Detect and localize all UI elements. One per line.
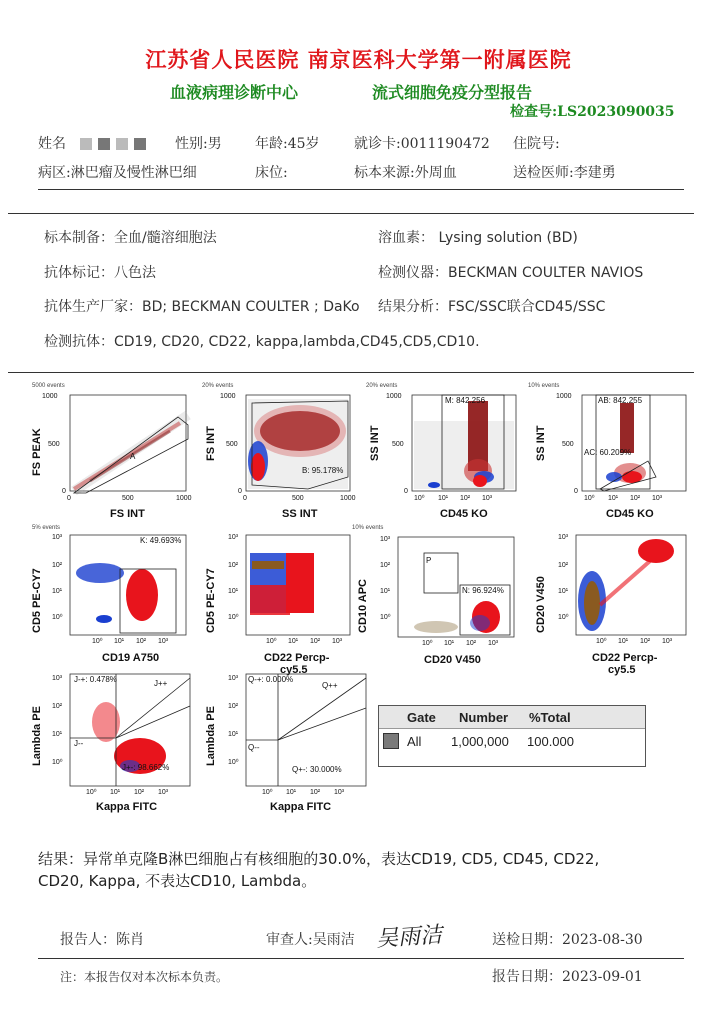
y-axis-label: Lambda PE xyxy=(31,706,43,766)
patient-age: 年龄:45岁 xyxy=(255,136,320,152)
y-axis-label: CD20 V450 xyxy=(535,576,547,633)
patient-name-label: 姓名 xyxy=(38,136,66,152)
svg-text:10⁰: 10⁰ xyxy=(380,614,391,621)
svg-text:10³: 10³ xyxy=(228,534,239,541)
send-date: 送检日期：2023-08-30 xyxy=(492,932,643,948)
svg-text:10¹: 10¹ xyxy=(228,731,239,738)
row-total: 100.000 xyxy=(527,733,574,749)
svg-text:500: 500 xyxy=(392,441,404,448)
svg-text:10²: 10² xyxy=(640,638,651,645)
scatter-plot-ss-fs xyxy=(200,381,370,525)
specimen-source: 标本来源:外周血 xyxy=(354,165,457,181)
svg-text:10¹: 10¹ xyxy=(52,731,63,738)
x-axis-label: Kappa FITC xyxy=(96,801,158,813)
x-axis-label: FS INT xyxy=(110,508,145,520)
gate-label: AB: 842.255 xyxy=(598,396,643,405)
gate-label: A xyxy=(130,452,136,461)
events-label: 5% events xyxy=(32,525,61,531)
quadrant-label: J-- xyxy=(74,739,84,748)
svg-text:10⁰: 10⁰ xyxy=(414,495,425,502)
scatter-plot-cd19-cd5 xyxy=(30,523,200,667)
x-axis-label-2: cy5.5 xyxy=(280,664,308,676)
x-axis-label: CD19 A750 xyxy=(102,652,160,664)
svg-text:10⁰: 10⁰ xyxy=(92,638,103,645)
svg-text:10²: 10² xyxy=(558,562,569,569)
antibodies-tested: 检测抗体：CD19, CD20, CD22, kappa,lambda,CD45,CD5,CD10. xyxy=(44,334,480,350)
svg-text:10⁰: 10⁰ xyxy=(86,789,97,796)
redacted-name xyxy=(80,138,152,150)
report-note: 注：本报告仅对本次标本负责。 xyxy=(60,970,229,984)
svg-text:0: 0 xyxy=(67,495,71,502)
specimen-prep: 标本制备：全血/髓溶细胞法 xyxy=(44,230,217,246)
y-axis-label: CD5 PE-CY7 xyxy=(31,568,43,633)
svg-text:10²: 10² xyxy=(52,703,63,710)
quadrant-label: Q++ xyxy=(322,681,338,690)
svg-text:0: 0 xyxy=(238,488,242,495)
reviewer: 审查人:吴雨洁 xyxy=(266,932,355,948)
y-axis-label: CD10 APC xyxy=(357,579,369,633)
svg-text:0: 0 xyxy=(574,488,578,495)
svg-text:10²: 10² xyxy=(52,562,63,569)
gate-label: M: 842.256 xyxy=(445,396,486,405)
scatter-plot-fs xyxy=(30,381,200,525)
svg-text:10¹: 10¹ xyxy=(380,588,391,595)
svg-text:10²: 10² xyxy=(228,562,239,569)
svg-text:10¹: 10¹ xyxy=(288,638,299,645)
svg-text:10²: 10² xyxy=(460,495,471,502)
scatter-plot-cd20-cd10 xyxy=(350,523,540,667)
svg-text:10²: 10² xyxy=(310,638,321,645)
instrument: 检测仪器：BECKMAN COULTER NAVIOS xyxy=(378,265,644,281)
scatter-plot-cd45-ss-gated xyxy=(526,381,696,525)
svg-text:500: 500 xyxy=(562,441,574,448)
bed: 床位: xyxy=(255,165,288,181)
signature: 吴雨洁 xyxy=(375,922,443,953)
gate-label-2: P xyxy=(426,556,432,565)
y-axis-label: SS INT xyxy=(369,425,381,461)
result-line-1: 结果：异常单克隆B淋巴细胞占有核细胞的30.0%，表达CD19, CD5, CD45, CD22, xyxy=(38,850,600,868)
divider xyxy=(38,189,684,190)
svg-text:10¹: 10¹ xyxy=(618,638,629,645)
y-axis-label: FS INT xyxy=(205,426,217,461)
x-axis-label: CD22 Percp- xyxy=(264,652,330,664)
row-gate: All xyxy=(407,733,422,749)
svg-text:1000: 1000 xyxy=(556,393,572,400)
svg-text:10³: 10³ xyxy=(380,536,391,543)
scatter-plot-cd45-ss xyxy=(364,381,534,525)
svg-text:10¹: 10¹ xyxy=(52,588,63,595)
gate-label-2: AC: 60.209% xyxy=(584,448,632,457)
svg-text:10³: 10³ xyxy=(52,675,63,682)
x-axis-label: CD22 Percp- xyxy=(592,652,658,664)
svg-text:500: 500 xyxy=(122,495,134,502)
svg-text:10³: 10³ xyxy=(662,638,673,645)
events-label: 5000 events xyxy=(32,383,65,389)
svg-text:10³: 10³ xyxy=(228,675,239,682)
events-label: 10% events xyxy=(352,525,384,531)
scatter-plot-kappa-lambda-q xyxy=(200,666,370,820)
header-total: %Total xyxy=(529,709,571,725)
quadrant-label: Q-+: 0.000% xyxy=(248,675,294,684)
svg-text:10¹: 10¹ xyxy=(558,588,569,595)
patient-gender: 性别:男 xyxy=(175,136,222,152)
x-axis-label: CD45 KO xyxy=(606,508,654,520)
events-label: 10% events xyxy=(528,383,560,389)
svg-text:10⁰: 10⁰ xyxy=(584,495,595,502)
svg-text:10³: 10³ xyxy=(52,534,63,541)
svg-text:10³: 10³ xyxy=(652,495,663,502)
svg-text:10²: 10² xyxy=(136,638,147,645)
svg-text:500: 500 xyxy=(292,495,304,502)
referring-doctor: 送检医师:李建勇 xyxy=(513,165,616,181)
header-number: Number xyxy=(459,709,509,725)
svg-text:10⁰: 10⁰ xyxy=(52,759,63,766)
svg-text:1000: 1000 xyxy=(386,393,402,400)
y-axis-label: Lambda PE xyxy=(205,706,217,766)
svg-text:0: 0 xyxy=(62,488,66,495)
svg-text:10⁰: 10⁰ xyxy=(596,638,607,645)
svg-text:10³: 10³ xyxy=(334,789,345,796)
quadrant-label: J+-: 98.662% xyxy=(122,763,170,772)
x-axis-label: CD45 KO xyxy=(440,508,488,520)
report-title: 流式细胞免疫分型报告 xyxy=(372,83,533,102)
x-axis-label: SS INT xyxy=(282,508,318,520)
gate-color-swatch xyxy=(383,733,399,749)
row-number: 1,000,000 xyxy=(451,733,509,749)
visit-card: 就诊卡:0011190472 xyxy=(354,136,490,152)
result-line-2: CD20, Kappa, 不表达CD10, Lambda。 xyxy=(38,872,317,890)
svg-text:10⁰: 10⁰ xyxy=(228,759,239,766)
hospital-title: 江苏省人民医院 南京医科大学第一附属医院 xyxy=(145,47,572,72)
svg-text:10¹: 10¹ xyxy=(608,495,619,502)
svg-text:10²: 10² xyxy=(310,789,321,796)
svg-text:10⁰: 10⁰ xyxy=(262,789,273,796)
svg-text:10³: 10³ xyxy=(158,638,169,645)
reporter: 报告人：陈肖 xyxy=(60,932,144,948)
svg-text:10³: 10³ xyxy=(332,638,343,645)
analysis-method: 结果分析：FSC/SSC联合CD45/SSC xyxy=(378,299,606,315)
svg-text:10²: 10² xyxy=(630,495,641,502)
antibody-maker: 抗体生产厂家：BD; BECKMAN COULTER ; DaKo xyxy=(44,299,360,315)
report-date: 报告日期：2023-09-01 xyxy=(492,969,643,985)
quadrant-label: Q-- xyxy=(248,743,260,752)
svg-text:10⁰: 10⁰ xyxy=(266,638,277,645)
svg-text:10⁰: 10⁰ xyxy=(52,614,63,621)
svg-text:0: 0 xyxy=(243,495,247,502)
y-axis-label: SS INT xyxy=(535,425,547,461)
table-row xyxy=(379,729,645,753)
header-gate: Gate xyxy=(407,709,436,725)
svg-text:10²: 10² xyxy=(134,789,145,796)
svg-text:10¹: 10¹ xyxy=(110,789,121,796)
lysis-reagent: 溶血素： Lysing solution (BD) xyxy=(378,230,578,246)
inpatient-number: 住院号: xyxy=(513,136,560,152)
svg-text:10¹: 10¹ xyxy=(228,588,239,595)
svg-text:10⁰: 10⁰ xyxy=(228,614,239,621)
svg-text:500: 500 xyxy=(48,441,60,448)
quadrant-label: J++ xyxy=(154,679,168,688)
svg-text:10⁰: 10⁰ xyxy=(558,614,569,621)
svg-text:1000: 1000 xyxy=(340,495,356,502)
svg-text:10³: 10³ xyxy=(558,534,569,541)
y-axis-label: FS PEAK xyxy=(31,428,43,476)
events-label: 20% events xyxy=(366,383,398,389)
svg-text:10³: 10³ xyxy=(488,640,499,647)
svg-text:10¹: 10¹ xyxy=(286,789,297,796)
events-label: 20% events xyxy=(202,383,234,389)
svg-text:10³: 10³ xyxy=(482,495,493,502)
scatter-plot-kappa-lambda-j xyxy=(30,666,200,820)
svg-text:10³: 10³ xyxy=(158,789,169,796)
svg-text:500: 500 xyxy=(226,441,238,448)
svg-text:10¹: 10¹ xyxy=(438,495,449,502)
antibody-label: 抗体标记：八色法 xyxy=(44,265,156,281)
quadrant-label: Q+-: 30.000% xyxy=(292,765,342,774)
scatter-plot-cd22-cd5 xyxy=(200,523,370,677)
department-title: 血液病理诊断中心 xyxy=(170,83,299,102)
svg-text:10¹: 10¹ xyxy=(444,640,455,647)
gate-label: B: 95.178% xyxy=(302,466,344,475)
divider xyxy=(8,372,694,373)
quadrant-label: J-+: 0.478% xyxy=(74,675,117,684)
x-axis-label-2: cy5.5 xyxy=(608,664,636,676)
exam-number: 检查号:LS2023090035 xyxy=(510,104,675,120)
gate-label: K: 49.693% xyxy=(140,536,182,545)
y-axis-label: CD5 PE-CY7 xyxy=(205,568,217,633)
scatter-plot-cd22-cd20 xyxy=(530,523,700,677)
svg-text:1000: 1000 xyxy=(220,393,236,400)
svg-text:0: 0 xyxy=(404,488,408,495)
svg-text:10²: 10² xyxy=(380,562,391,569)
svg-text:10¹: 10¹ xyxy=(114,638,125,645)
svg-text:1000: 1000 xyxy=(176,495,192,502)
divider xyxy=(8,213,694,214)
x-axis-label: CD20 V450 xyxy=(424,654,481,666)
svg-text:10²: 10² xyxy=(466,640,477,647)
gate-statistics-table xyxy=(378,705,646,767)
gate-label: N: 96.924% xyxy=(462,586,504,595)
svg-text:10⁰: 10⁰ xyxy=(422,640,433,647)
divider xyxy=(38,958,684,959)
svg-text:1000: 1000 xyxy=(42,393,58,400)
ward: 病区:淋巴瘤及慢性淋巴细 xyxy=(38,165,197,181)
x-axis-label: Kappa FITC xyxy=(270,801,332,813)
svg-text:10²: 10² xyxy=(228,703,239,710)
